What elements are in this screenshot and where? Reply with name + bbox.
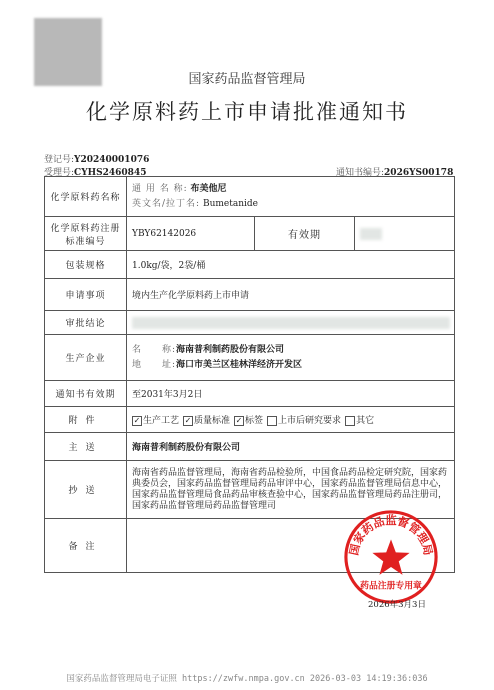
attachment-item bbox=[234, 416, 263, 426]
english-name-key: 英文名/拉丁名: bbox=[132, 198, 201, 209]
attachment-label: 生产工艺 bbox=[143, 416, 180, 426]
issuing-agency: 国家药品监督管理局 bbox=[188, 72, 306, 87]
conclusion-label: 审批结论 bbox=[45, 311, 127, 335]
registration-number bbox=[44, 152, 149, 165]
attachments-label: 附件 bbox=[45, 407, 127, 433]
mfr-name-line bbox=[132, 343, 449, 358]
registration-label: 登记号: bbox=[44, 155, 75, 165]
packaging-value: 1.0kg/袋，2袋/桶 bbox=[127, 251, 455, 279]
standard-label: 化学原料药注册标准编号 bbox=[45, 217, 127, 251]
checkbox-empty-icon bbox=[345, 416, 355, 426]
attachment-label: 标签 bbox=[245, 416, 264, 426]
mfr-address-value: 海口市美兰区桂林洋经济开发区 bbox=[176, 359, 303, 370]
row-drug-name bbox=[45, 177, 455, 217]
attachment-label: 质量标准 bbox=[194, 416, 231, 426]
row-attachments bbox=[45, 407, 455, 433]
checkbox-empty-icon bbox=[267, 416, 277, 426]
validity-redacted bbox=[360, 228, 382, 240]
notice-label: 通知书编号: bbox=[336, 168, 385, 178]
notice-value: 2026YS00178 bbox=[384, 168, 454, 178]
row-standard bbox=[45, 217, 455, 251]
row-notice-validity bbox=[45, 381, 455, 407]
standard-value: YBY62142026 bbox=[127, 217, 255, 251]
mfr-address-line bbox=[132, 358, 449, 373]
validity-label: 有效期 bbox=[255, 217, 355, 251]
attachment-label: 上市后研究要求 bbox=[278, 416, 342, 426]
row-recipient bbox=[45, 433, 455, 461]
acceptance-value: CYHS2460845 bbox=[74, 168, 147, 178]
checkbox-checked-icon: ✓ bbox=[235, 415, 243, 425]
footer-certificate: 国家药品监督管理局电子证照 https://zwfw.nmpa.gov.cn 2026-03-03 14:19:36:036 bbox=[66, 674, 428, 684]
manufacturer-label: 生产企业 bbox=[45, 335, 127, 381]
seal-ring-text: 国家药品监督管理局 bbox=[347, 514, 435, 557]
registration-value: Y20240001076 bbox=[74, 155, 150, 165]
notice-validity-label: 通知书有效期 bbox=[45, 381, 127, 407]
attachment-item bbox=[267, 416, 341, 426]
mfr-address-key: 地 址: bbox=[132, 359, 177, 370]
attachment-label: 其它 bbox=[356, 416, 375, 426]
generic-name-value: 布美他尼 bbox=[190, 183, 227, 194]
cc-value: 海南省药品监督管理局，海南省药品检验所，中国食品药品检定研究院，国家药典委员会，国家药品监督管理局药品审评中心，国家药品监督管理局信息中心，国家药品监督管理局食品药品审核查验中心，国家药品监督管理局药品注册司，国家药品监督管理局药品监督管理司 bbox=[127, 461, 455, 519]
english-name-value: Bumetanide bbox=[202, 198, 258, 209]
attachments-list bbox=[127, 407, 455, 433]
drug-name-label: 化学原料药名称 bbox=[45, 177, 127, 217]
conclusion-redacted bbox=[132, 317, 450, 329]
checkbox-checked-icon: ✓ bbox=[133, 415, 141, 425]
row-conclusion bbox=[45, 311, 455, 335]
attachment-item bbox=[132, 416, 179, 426]
drug-name-cell bbox=[127, 177, 455, 217]
generic-name-line bbox=[132, 182, 449, 197]
remarks-label: 备注 bbox=[45, 519, 127, 573]
row-packaging bbox=[45, 251, 455, 279]
seal-date: 2026年3月3日 bbox=[368, 600, 426, 610]
attachment-item bbox=[183, 416, 230, 426]
english-name-line bbox=[132, 197, 449, 212]
conclusion-value bbox=[127, 311, 455, 335]
row-application bbox=[45, 279, 455, 311]
document-title: 化学原料药上市申请批准通知书 bbox=[86, 100, 408, 124]
notice-validity-value: 至2031年3月2日 bbox=[127, 381, 455, 407]
generic-name-key: 通 用 名 称: bbox=[132, 183, 188, 194]
recipient-value: 海南普利制药股份有限公司 bbox=[127, 433, 455, 461]
mfr-name-key: 名 称: bbox=[132, 344, 177, 355]
attachment-item bbox=[345, 416, 374, 426]
application-label: 申请事项 bbox=[45, 279, 127, 311]
row-manufacturer bbox=[45, 335, 455, 381]
official-seal bbox=[342, 508, 440, 606]
star-icon bbox=[372, 539, 409, 574]
packaging-label: 包装规格 bbox=[45, 251, 127, 279]
cc-label: 抄送 bbox=[45, 461, 127, 519]
validity-value bbox=[355, 217, 455, 251]
application-value: 境内生产化学原料药上市申请 bbox=[127, 279, 455, 311]
mfr-name-value: 海南普利制药股份有限公司 bbox=[176, 344, 285, 355]
recipient-label: 主送 bbox=[45, 433, 127, 461]
checkbox-checked-icon: ✓ bbox=[184, 415, 192, 425]
manufacturer-cell bbox=[127, 335, 455, 381]
seal-inner-text: 药品注册专用章 bbox=[360, 581, 422, 592]
acceptance-label: 受理号: bbox=[44, 168, 75, 178]
